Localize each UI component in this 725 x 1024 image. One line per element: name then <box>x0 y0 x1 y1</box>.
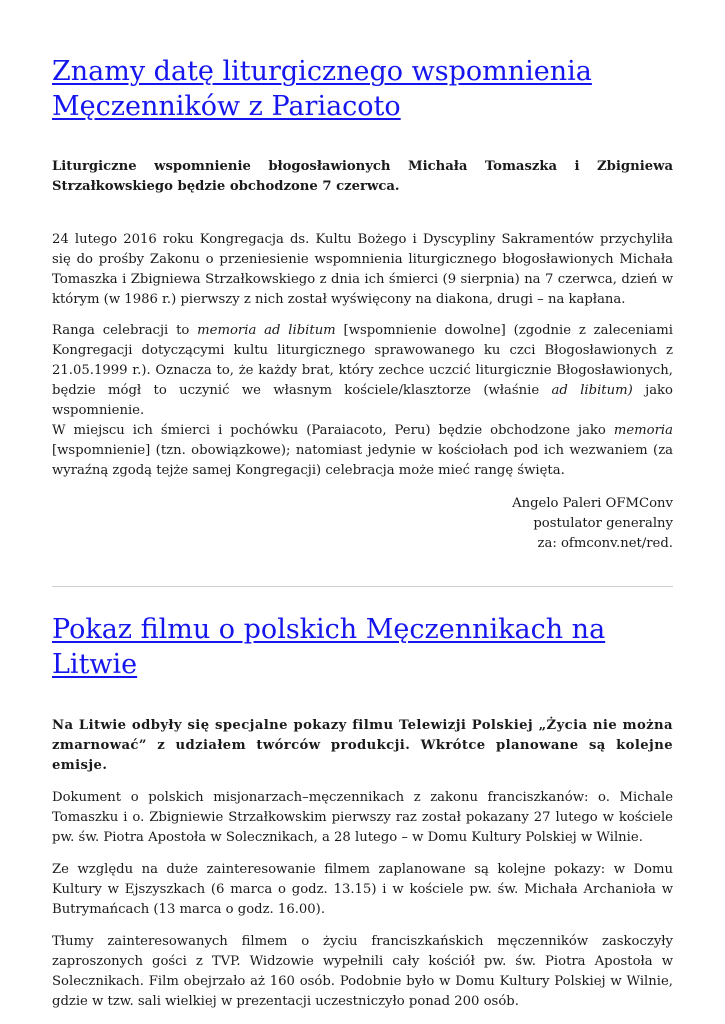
text-span: jako wspomnienie. <box>52 383 673 418</box>
italic-term: memoria ad libitum <box>197 323 336 338</box>
text-span: [wspomnienie dowolne] (zgodnie z zaleceniami Kongregacji dotyczącymi kultu liturgicznego sprawowanego ku czci Błogosławionych z 21.05.1999 r.). Oznacza to, że każdy brat, który zechce uczcić liturgicznie Błogosławionych, będzie mógł to uczynić we własnym kościele/klasztorze (właśnie <box>52 323 673 398</box>
article-2-lead: Na Litwie odbyły się specjalne pokazy filmu Telewizji Polskiej „Życia nie można zmarnować” z udziałem twórców produkcji. Wkrótce planowane są kolejne emisje. <box>52 718 673 773</box>
article-1-lead: Liturgiczne wspomnienie błogosławionych Michała Tomaszka i Zbigniewa Strzałkowskiego będzie obchodzone 7 czerwca. <box>52 159 673 194</box>
text-span: W miejscu ich śmierci i pochówku (Paraiacoto, Peru) będzie obchodzone jako <box>52 423 614 438</box>
article-1 <box>52 0 673 554</box>
article-2-title-link[interactable]: Pokaz filmu o polskich Męczennikach na Litwie <box>52 614 606 680</box>
article-1-title-link[interactable]: Znamy datę liturgicznego wspomnienia Męczenników z Pariacoto <box>52 56 592 122</box>
article-1-paragraph-1: 24 lutego 2016 roku Kongregacja ds. Kultu Bożego i Dyscypliny Sakramentów przychyliła się do prośby Zakonu o przeniesienie wspomnienia liturgicznego błogosławionych Michała Tomaszka i Zbigniewa Strzałkowskiego z dnia ich śmierci (9 sierpnia) na 7 czerwca, dzień w którym (w 1986 r.) pierwszy z nich został wyświęcony na diakona, drugi – na kapłana. <box>52 232 673 307</box>
italic-term: memoria <box>613 423 673 438</box>
signature-line: Angelo Paleri OFMConv <box>512 496 673 511</box>
article-2 <box>52 612 673 1012</box>
text-span: Ranga celebracji to <box>52 323 198 338</box>
signature-line: postulator generalny <box>533 516 673 531</box>
article-1-signature <box>52 494 673 554</box>
article-2-paragraph-1: Dokument o polskich misjonarzach–męczennikach z zakonu franciszkanów: o. Michale Tomaszku i o. Zbigniewie Strzałkowskim pierwszy raz został pokazany 27 lutego w kościele pw. św. Piotra Apostoła w Solecznikach, a 28 lutego – w Domu Kultury Polskiej w Wilnie. <box>52 790 673 845</box>
article-2-paragraph-3: Tłumy zainteresowanych filmem o życiu franciszkańskich męczenników zaskoczyły zaproszonych gości z TVP. Widzowie wypełnili cały kościół pw. św. Piotra Apostoła w Solecznikach. Film obejrzało aż 160 osób. Podobnie było w Domu Kultury Polskiej w Wilnie, gdzie w tzw. sali wielkiej w prezentacji uczestniczyło ponad 200 osób. <box>52 934 673 1009</box>
article-divider <box>52 586 673 587</box>
article-2-paragraph-2: Ze względu na duże zainteresowanie filmem zaplanowane są kolejne pokazy: w Domu Kultury w Ejszyszkach (6 marca o godz. 13.15) i w kościele pw. św. Michała Archanioła w Butrymańcach (13 marca o godz. 16.00). <box>52 862 673 917</box>
italic-term: ad libitum) <box>551 383 633 398</box>
signature-line: za: ofmconv.net/red. <box>537 536 673 551</box>
text-span: [wspomnienie] (tzn. obowiązkowe); natomiast jedynie w kościołach pod ich wezwaniem (za wyraźną zgodą tejże samej Kongregacji) celebracja może mieć rangę święta. <box>52 443 673 478</box>
article-1-paragraph-2 <box>52 321 673 481</box>
